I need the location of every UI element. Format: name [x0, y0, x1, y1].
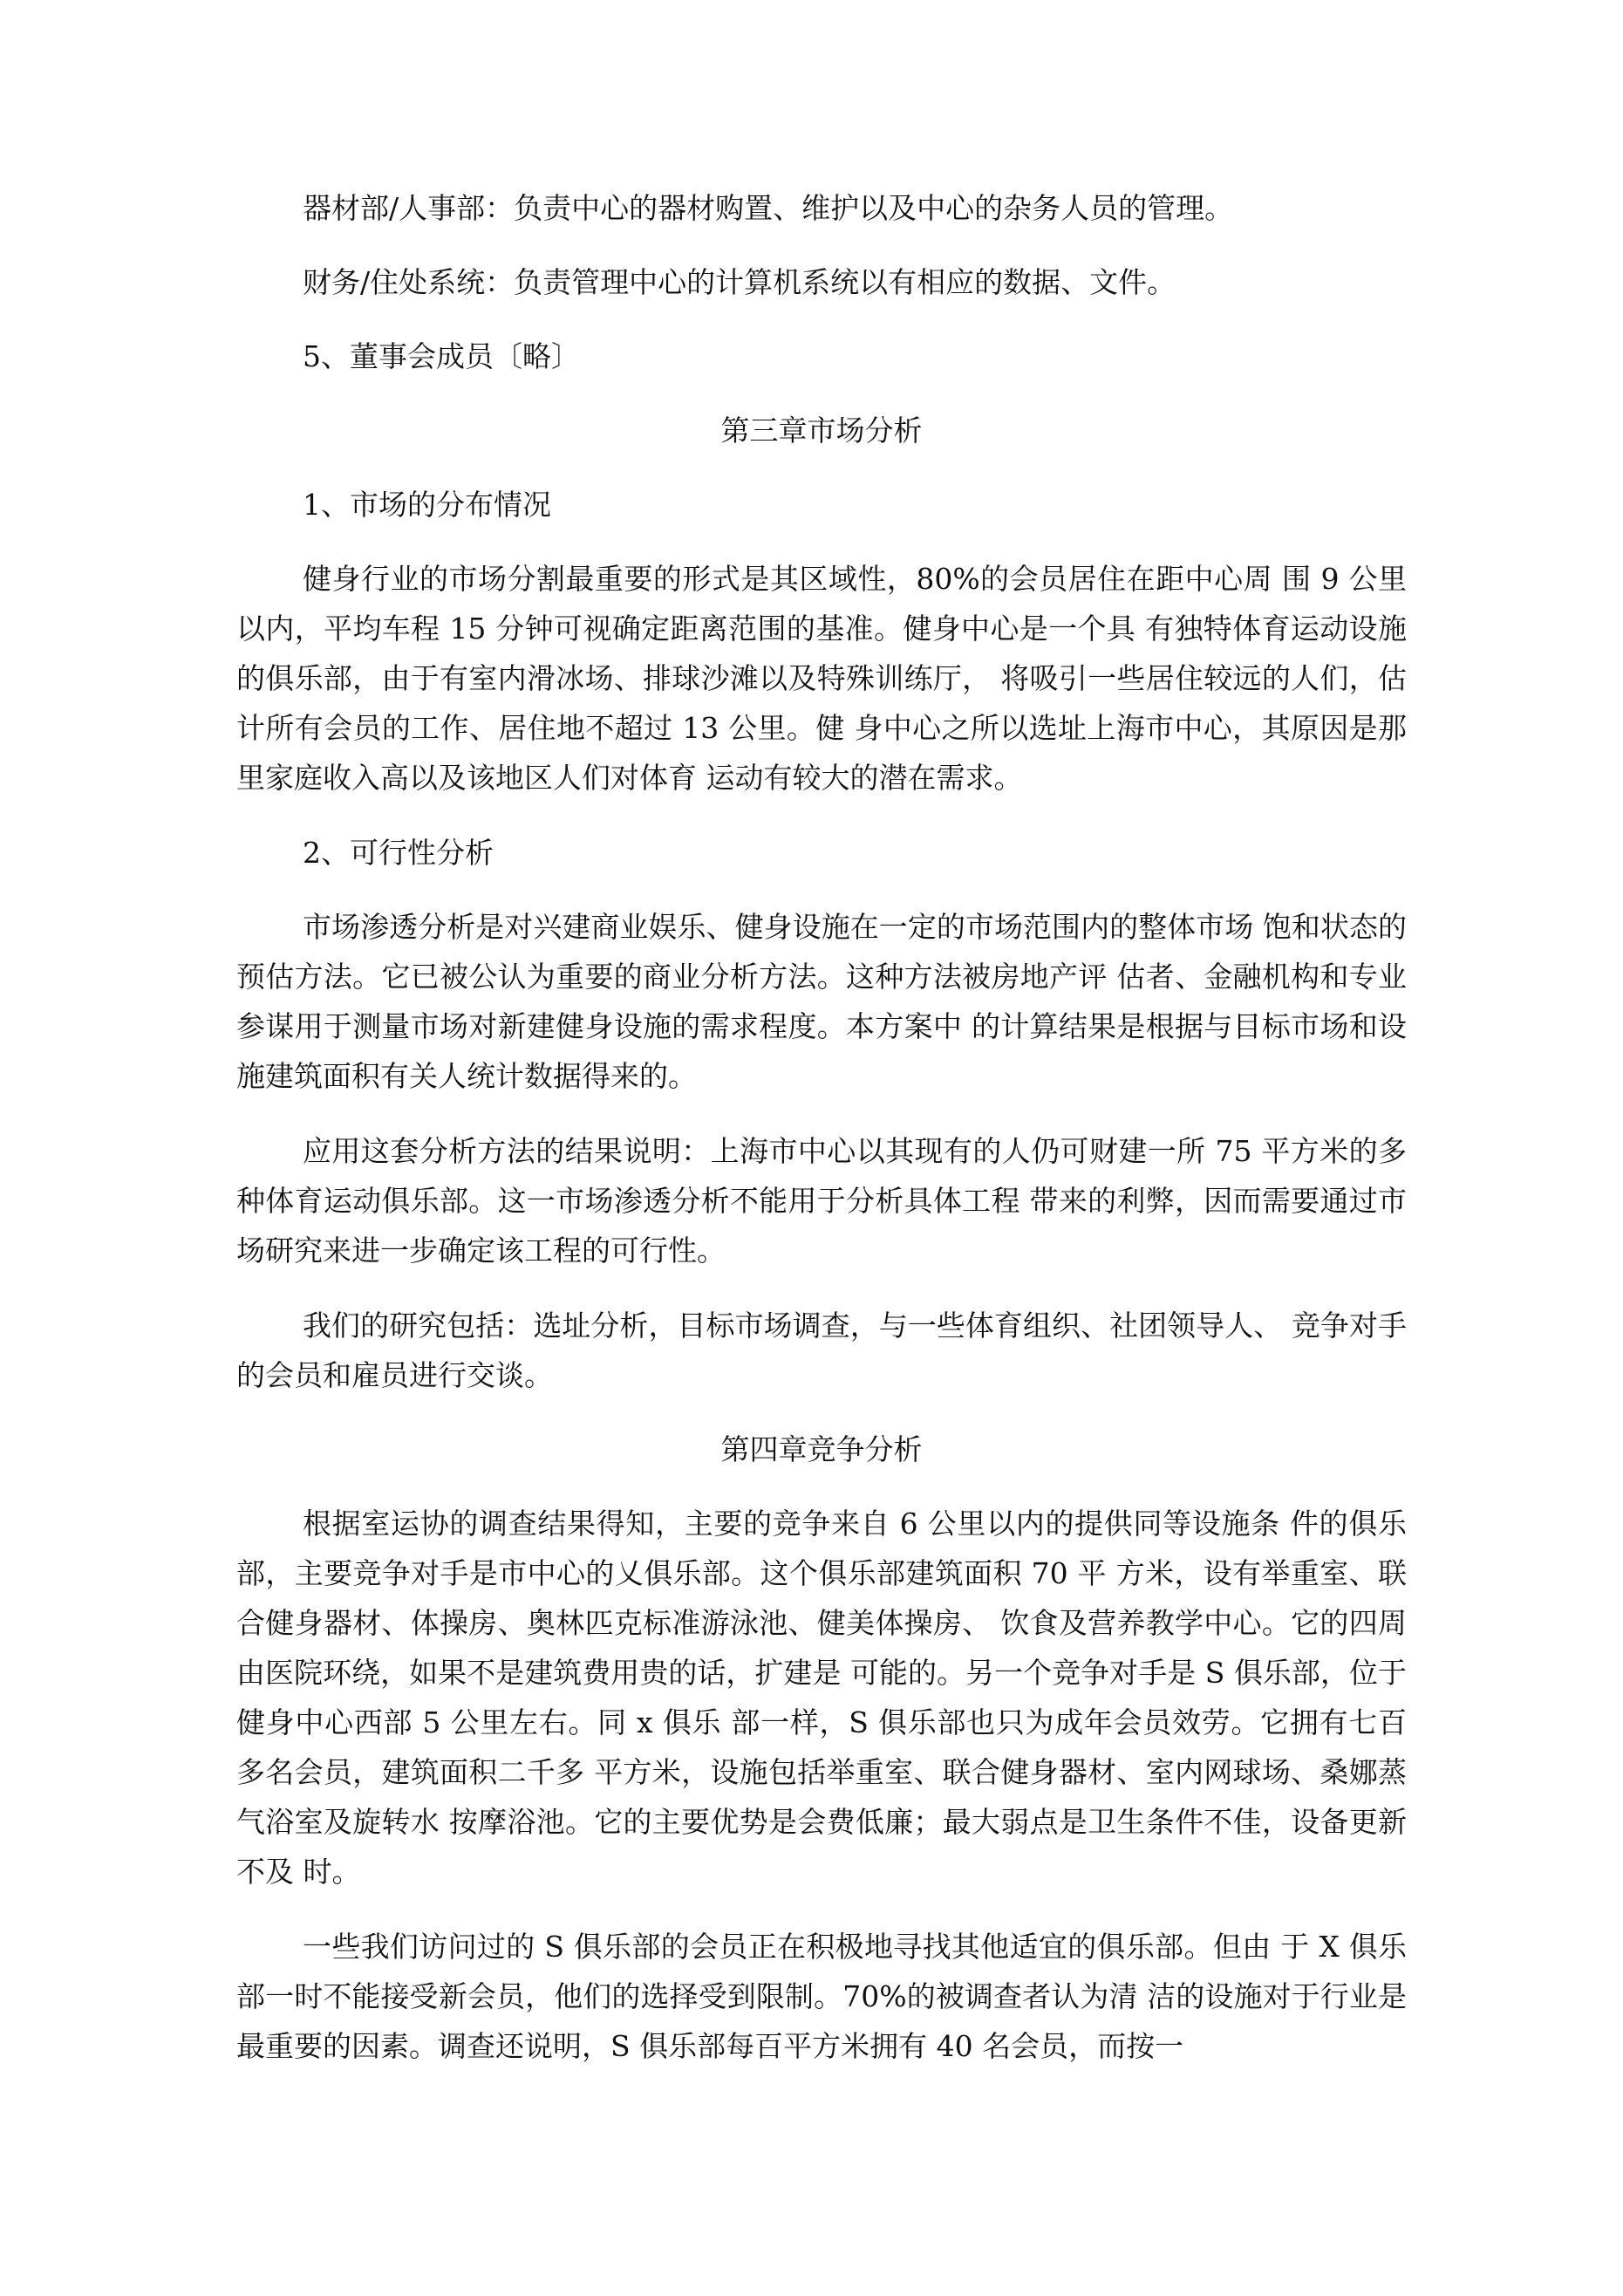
- equipment-hr-paragraph: 器材部/人事部：负责中心的器材购置、维护以及中心的杂务人员的管理。: [303, 191, 1234, 225]
- feasibility-heading: 2、可行性分析: [303, 836, 494, 870]
- competition-paragraph: 根据室运协的调查结果得知，主要的竞争来自 6 公里以内的提供同等设施条 件的俱乐部，主要竞争对手是市中心的乂俱乐部。这个俱乐部建筑面积 70 平 方米，设有举重室、联合健身器材、体操房、奥林匹克标准游泳池、健美体操房、 饮食及营养教学中心。它的四周由医院环绕，如果不是建筑费用贵的话，扩建是 可能的。另一个竞争对手是 S 俱乐部，位于健身中心西部 5 公里左右。同 x 俱乐 部一样，S 俱乐部也只为成年会员效劳。它拥有七百多名会员，建筑面积二千多 平方米，设施包括举重室、联合健身器材、室内网球场、桑娜蒸气浴室及旋转水 按摩浴池。它的主要优势是会费低廉；最大弱点是卫生条件不佳，设备更新不及 时。: [236, 1507, 1407, 1889]
- board-members-item: 5、董事会成员〔略〕: [303, 339, 580, 373]
- chapter-4-heading: 第四章竞争分析: [720, 1432, 923, 1466]
- research-scope-paragraph: 我们的研究包括：选址分析，目标市场调查，与一些体育组织、社团领导人、 竞争对手的会员和雇员进行交谈。: [236, 1309, 1407, 1392]
- chapter-3-heading: 第三章市场分析: [720, 413, 923, 448]
- market-distribution-heading: 1、市场的分布情况: [303, 488, 551, 522]
- market-distribution-paragraph: 健身行业的市场分割最重要的形式是其区域性，80%的会员居住在距中心周 围 9 公里以内，平均车程 15 分钟可视确定距离范围的基准。健身中心是一个具 有独特体育运动设施的俱乐部，由于有室内滑冰场、排球沙滩以及特殊训练厅， 将吸引一些居住较远的人们，估计所有会员的工作、居住地不超过 13 公里。健 身中心之所以选址上海市中心，其原因是那里家庭收入高以及该地区人们对体育 运动有较大的潜在需求。: [236, 562, 1408, 795]
- s-club-members-paragraph: 一些我们访问过的 S 俱乐部的会员正在积极地寻找其他适宜的俱乐部。但由 于 X 俱乐部一时不能接受新会员，他们的选择受到限制。70%的被调查者认为清 洁的设施对于行业是最重要的因素。调查还说明，S 俱乐部每百平方米拥有 40 名会员，而按一: [236, 1930, 1407, 2063]
- market-penetration-paragraph: 市场渗透分析是对兴建商业娱乐、健身设施在一定的市场范围内的整体市场 饱和状态的预估方法。它已被公认为重要的商业分析方法。这种方法被房地产评 估者、金融机构和专业参谋用于测量市场对新建健身设施的需求程度。本方案中 的计算结果是根据与目标市场和设施建筑面积有关人统计数据得来的。: [236, 910, 1407, 1093]
- document-body: [236, 183, 1407, 2071]
- analysis-result-paragraph: 应用这套分析方法的结果说明：上海市中心以其现有的人仍可财建一所 75 平方米的多种体育运动俱乐部。这一市场渗透分析不能用于分析具体工程 带来的利弊，因而需要通过市场研究来进一步确定该工程的可行性。: [236, 1134, 1407, 1268]
- finance-system-paragraph: 财务/住处系统：负责管理中心的计算机系统以有相应的数据、文件。: [303, 265, 1176, 299]
